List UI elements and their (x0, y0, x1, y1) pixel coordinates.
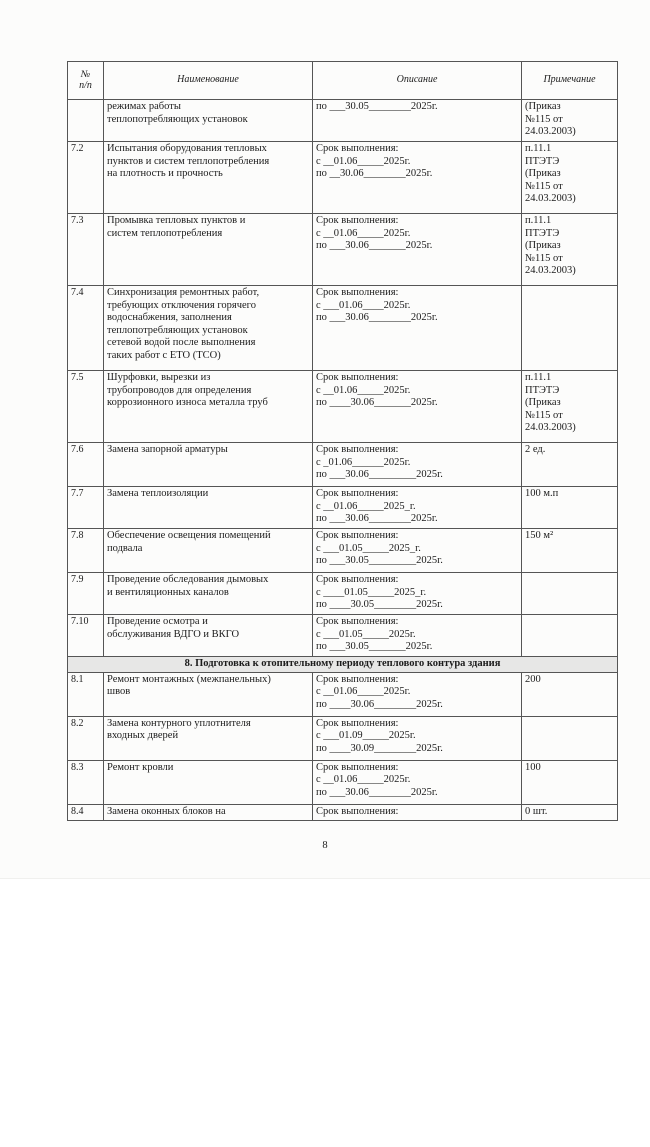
row-note-text: п.11.1 ПТЭТЭ (Приказ №115 от 24.03.2003) (525, 372, 576, 433)
row-name (104, 529, 313, 573)
row-name-text: Синхронизация ремонтных работ, требующих отключения горячего водоснабжения, заполнения теплопотребляющих установок сетевой водой после выполнения таких работ с ЕТО (ТСО) (107, 287, 260, 361)
row-description-text: Срок выполнения: с __01.06_____2025_г. по ___30.06________2025г. (316, 488, 438, 524)
row-name (104, 716, 313, 760)
row-number-text: 8.2 (71, 717, 84, 729)
row-description (313, 286, 522, 371)
section-8-title: 8. Подготовка к отопительному периоду теплового контура здания (68, 657, 618, 673)
row-number (68, 487, 104, 529)
table-row (68, 716, 618, 760)
header-note: Примечание (522, 62, 618, 100)
row-number (68, 615, 104, 657)
row-note (522, 615, 618, 657)
row-number-text: 7.3 (71, 215, 84, 226)
row-note (522, 487, 618, 529)
row-description-text: Срок выполнения: с _01.06______2025г. по ___30.06_________2025г. (316, 444, 443, 480)
row-note-text: п.11.1 ПТЭТЭ (Приказ №115 от 24.03.2003) (525, 143, 576, 204)
row-name-text: Ремонт монтажных (межпанельных) швов (107, 673, 271, 697)
row-name (104, 371, 313, 443)
row-description (313, 142, 522, 214)
table-row (68, 529, 618, 573)
row-note-text: 100 м.п (525, 488, 559, 499)
row-number (68, 573, 104, 615)
table-row (68, 100, 618, 142)
row-note (522, 573, 618, 615)
row-description-text: Срок выполнения: (316, 805, 399, 817)
row-description (313, 716, 522, 760)
row-name (104, 443, 313, 487)
work-plan-table (67, 61, 618, 821)
table-row (68, 214, 618, 286)
row-name-text: Проведение обследования дымовых и вентиляционных каналов (107, 574, 269, 598)
section-8-row (68, 657, 618, 673)
row-name-text: Замена контурного уплотнителя входных дверей (107, 717, 251, 741)
row-name-text: Проведение осмотра и обслуживания ВДГО и ВКГО (107, 616, 240, 640)
row-description-text: Срок выполнения: с __01.06_____2025г. по ___30.06________2025г. (316, 761, 438, 798)
row-number-text: 8.3 (71, 761, 84, 773)
row-description-text: по ___30.05________2025г. (316, 101, 438, 112)
row-note-text: 200 (525, 673, 541, 685)
page-number: 8 (322, 840, 328, 851)
row-name-text: Испытания оборудования тепловых пунктов и систем теплопотребления на плотность и прочность (107, 143, 270, 179)
header-number: № п/п (68, 62, 104, 100)
row-description (313, 487, 522, 529)
row-description (313, 672, 522, 716)
table-row (68, 443, 618, 487)
row-number (68, 716, 104, 760)
row-name-text: Обеспечение освещения помещений подвала (107, 530, 271, 554)
row-name (104, 804, 313, 821)
row-name-text: Промывка тепловых пунктов и систем теплопотребления (107, 215, 246, 239)
row-note (522, 804, 618, 821)
row-description (313, 529, 522, 573)
row-number-text: 7.10 (71, 616, 89, 627)
row-description (313, 214, 522, 286)
row-number (68, 142, 104, 214)
table-row (68, 573, 618, 615)
table-header-row (68, 62, 618, 100)
row-note-text: 100 (525, 761, 541, 773)
row-name (104, 573, 313, 615)
table-row (68, 371, 618, 443)
row-number (68, 286, 104, 371)
row-number-text: 7.6 (71, 444, 84, 455)
header-name: Наименование (104, 62, 313, 100)
row-note-text: п.11.1 ПТЭТЭ (Приказ №115 от 24.03.2003) (525, 215, 576, 276)
table-row (68, 804, 618, 821)
row-number-text: 7.9 (71, 574, 84, 585)
row-description-text: Срок выполнения: с ____01.05_____2025_г. по ____30.05________2025г. (316, 574, 443, 610)
row-number-text: 7.7 (71, 488, 84, 499)
row-description-text: Срок выполнения: с ___01.05_____2025г. по ___30.05_______2025г. (316, 616, 433, 652)
row-name-text: Замена оконных блоков на (107, 805, 226, 817)
row-description (313, 573, 522, 615)
table-row (68, 672, 618, 716)
row-description (313, 371, 522, 443)
row-note (522, 142, 618, 214)
row-name (104, 142, 313, 214)
row-number (68, 804, 104, 821)
row-note-text: 150 м² (525, 530, 554, 541)
row-number (68, 760, 104, 804)
row-number-text: 7.8 (71, 530, 84, 541)
row-description-text: Срок выполнения: с ___01.09_____2025г. по ____30.09________2025г. (316, 717, 443, 754)
table-row (68, 615, 618, 657)
row-note-text: (Приказ №115 от 24.03.2003) (525, 101, 576, 137)
row-name (104, 214, 313, 286)
row-note-text: 2 ед. (525, 444, 546, 455)
row-description-text: Срок выполнения: с ___01.05_____2025_г. по ___30.05_________2025г. (316, 530, 443, 566)
table-row (68, 760, 618, 804)
row-name (104, 760, 313, 804)
row-note (522, 672, 618, 716)
row-number (68, 529, 104, 573)
row-number (68, 100, 104, 142)
row-note (522, 286, 618, 371)
row-name-text: Шурфовки, вырезки из трубопроводов для определения коррозионного износа металла труб (107, 372, 268, 408)
table-row (68, 142, 618, 214)
row-number-text: 7.4 (71, 287, 84, 298)
row-description-text: Срок выполнения: с __01.06_____2025г. по ___30.06_______2025г. (316, 215, 433, 251)
row-note (522, 371, 618, 443)
table-row (68, 286, 618, 371)
row-description (313, 100, 522, 142)
row-name-text: Замена запорной арматуры (107, 444, 228, 455)
row-description (313, 760, 522, 804)
row-number (68, 214, 104, 286)
row-note (522, 100, 618, 142)
row-note (522, 443, 618, 487)
row-description (313, 615, 522, 657)
row-name (104, 286, 313, 371)
row-number-text: 8.1 (71, 673, 84, 685)
row-number-text: 7.5 (71, 372, 84, 383)
row-number (68, 371, 104, 443)
page-edge (0, 878, 650, 879)
row-description-text: Срок выполнения: с __01.06_____2025г. по ____30.06_______2025г. (316, 372, 438, 408)
row-number-text: 7.2 (71, 143, 84, 154)
row-note-text: 0 шт. (525, 805, 548, 817)
row-note (522, 214, 618, 286)
row-name (104, 672, 313, 716)
row-number (68, 443, 104, 487)
row-name (104, 615, 313, 657)
row-description-text: Срок выполнения: с __01.06_____2025г. по __30.06________2025г. (316, 143, 433, 179)
row-description-text: Срок выполнения: с __01.06_____2025г. по ____30.06________2025г. (316, 673, 443, 710)
row-note (522, 760, 618, 804)
row-name (104, 487, 313, 529)
row-name-text: Замена теплоизоляции (107, 488, 209, 499)
row-description-text: Срок выполнения: с ___01.06____2025г. по ___30.06________2025г. (316, 287, 438, 323)
row-description (313, 804, 522, 821)
row-name-text: режимах работы теплопотребляющих установок (107, 101, 248, 125)
row-note (522, 529, 618, 573)
row-description (313, 443, 522, 487)
row-name (104, 100, 313, 142)
table-row (68, 487, 618, 529)
row-name-text: Ремонт кровли (107, 761, 174, 773)
header-description: Описание (313, 62, 522, 100)
row-number (68, 672, 104, 716)
row-note (522, 716, 618, 760)
row-number-text: 8.4 (71, 805, 84, 817)
